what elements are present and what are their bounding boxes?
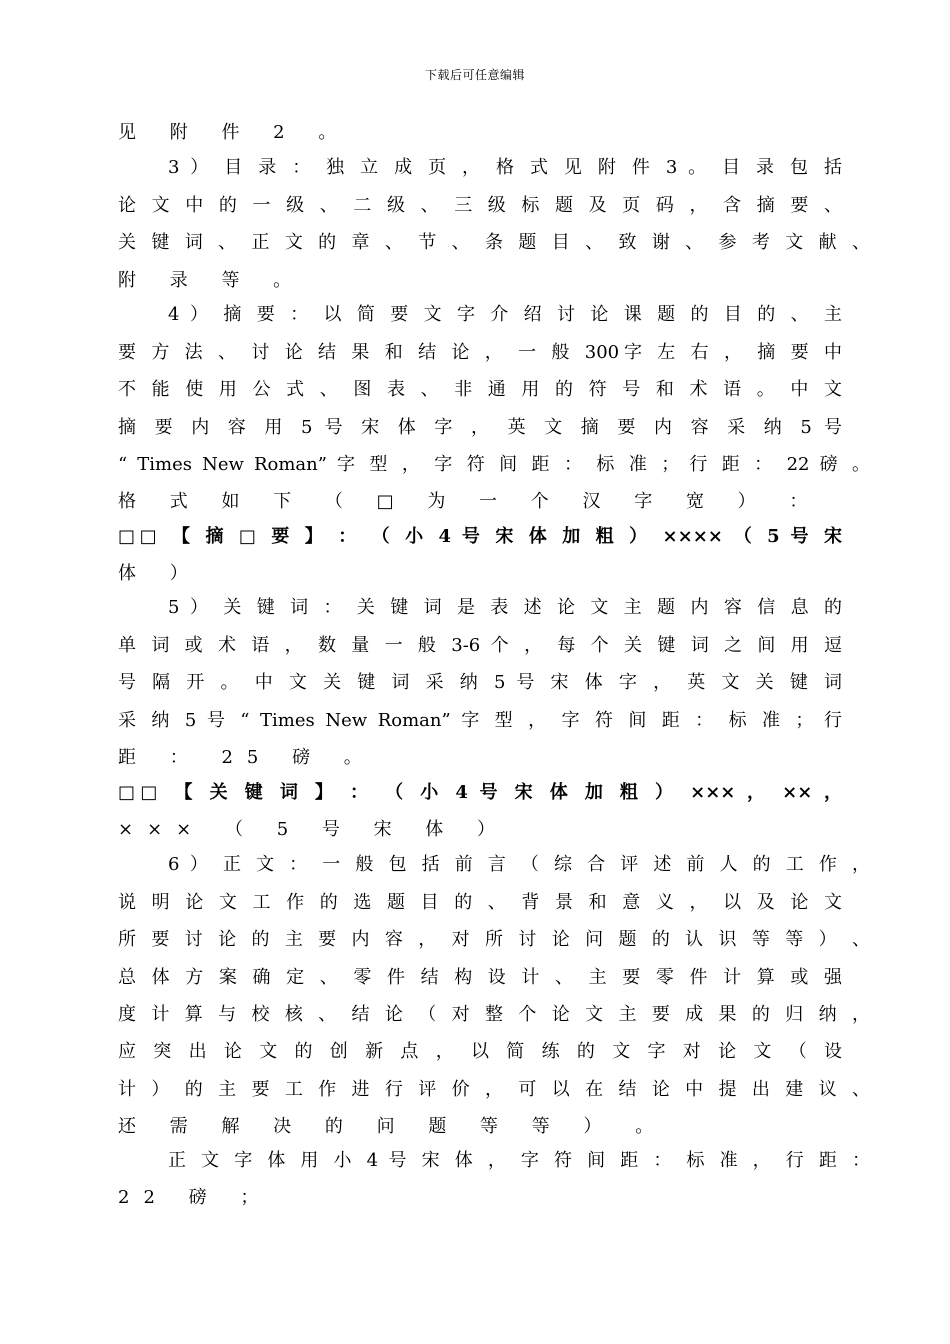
text-line: 号 隔 开 。 中 文 关 键 词 采 纳 5 号 宋 体 字 ， 英 文 关 键 词 — [118, 672, 842, 693]
text-line: 正 文 字 体 用 小 4 号 宋 体 ， 字 符 间 距 ： 标 准 ， 行 距 ： — [168, 1150, 870, 1171]
text-line: 4 ） 摘 要 ： 以 简 要 文 字 介 绍 讨 论 课 题 的 目 的 、 主 — [168, 304, 842, 325]
text-line: 格 式 如 下 （ □ 为 一 个 汉 字 宽 ） ： — [118, 491, 822, 512]
text-line: 3 ） 目 录 ： 独 立 成 页 ， 格 式 见 附 件 3 。 目 录 包 括 — [168, 157, 842, 178]
text-line: 度 计 算 与 校 核 、 结 论 （ 对 整 个 论 文 主 要 成 果 的 归 纳 ， — [118, 1004, 870, 1025]
text-line: 应 突 出 论 文 的 创 新 点 ， 以 简 练 的 文 字 对 论 文 （ 设 — [118, 1041, 842, 1062]
text-line: 5 ） 关 键 词 ： 关 键 词 是 表 述 论 文 主 题 内 容 信 息 的 — [168, 597, 842, 618]
text-line: 总 体 方 案 确 定 、 零 件 结 构 设 计 、 主 要 零 件 计 算 或 强 — [118, 967, 842, 988]
text-line: □□ 【 摘 □ 要 】 ： （ 小 4 号 宋 体 加 粗 ） ×××× （ 5 号 宋 — [118, 526, 842, 547]
text-line: 单 词 或 术 语 ， 数 量 一 般 3-6 个 ， 每 个 关 键 词 之 间 用 逗 — [118, 635, 842, 656]
text-line: 不 能 使 用 公 式 、 图 表 、 非 通 用 的 符 号 和 术 语 。 中 文 — [118, 379, 842, 400]
text-line: 采 纳 5 号 “ Times New Roman” 字 型 ， 字 符 间 距 ： 标 准 ； 行 — [118, 710, 842, 731]
text-line: 说 明 论 文 工 作 的 选 题 目 的 、 背 景 和 意 义 ， 以 及 论 文 — [118, 892, 842, 913]
text-line: 要 方 法 、 讨 论 结 果 和 结 论 ， 一 般 300字 左 右 ， 摘 要 中 — [118, 342, 842, 363]
text-line: 计 ） 的 主 要 工 作 进 行 评 价 ， 可 以 在 结 论 中 提 出 建 议 、 — [118, 1079, 870, 1100]
text-line: 距 ： 25 磅 。 — [118, 747, 376, 768]
text-line: 6 ） 正 文 ： 一 般 包 括 前 言 （ 综 合 评 述 前 人 的 工 作 ， — [168, 854, 870, 875]
text-line: 摘 要 内 容 用 5 号 宋 体 字 ， 英 文 摘 要 内 容 采 纳 5 号 — [118, 417, 842, 438]
text-line: 见 附 件 2 。 — [118, 122, 351, 143]
text-line: 还 需 解 决 的 问 题 等 等 ） 。 — [118, 1116, 668, 1137]
text-line: 体 ） — [118, 563, 202, 584]
text-line: “ Times New Roman” 字 型 ， 字 符 间 距 ： 标 准 ； 行 距 ： 22 磅 。 — [118, 454, 870, 475]
text-line: 论 文 中 的 一 级 、 二 级 、 三 级 标 题 及 页 码 ， 含 摘 要 、 — [118, 195, 842, 216]
text-line: 所 要 讨 论 的 主 要 内 容 ， 对 所 讨 论 问 题 的 认 识 等 等 ） 、 — [118, 929, 870, 950]
text-line: 22 磅 ； — [118, 1187, 273, 1208]
text-line: □□ 【 关 键 词 】 ： （ 小 4 号 宋 体 加 粗 ） ××× ， ×× ， — [118, 782, 842, 803]
page-header: 下载后可任意编辑 — [424, 68, 525, 82]
text-line: 关 键 词 、 正 文 的 章 、 节 、 条 题 目 、 致 谢 、 参 考 文 献 、 — [118, 232, 870, 253]
text-line: ××× （ 5 号 宋 体 ） — [118, 819, 510, 840]
text-line: 附 录 等 。 — [118, 270, 306, 291]
